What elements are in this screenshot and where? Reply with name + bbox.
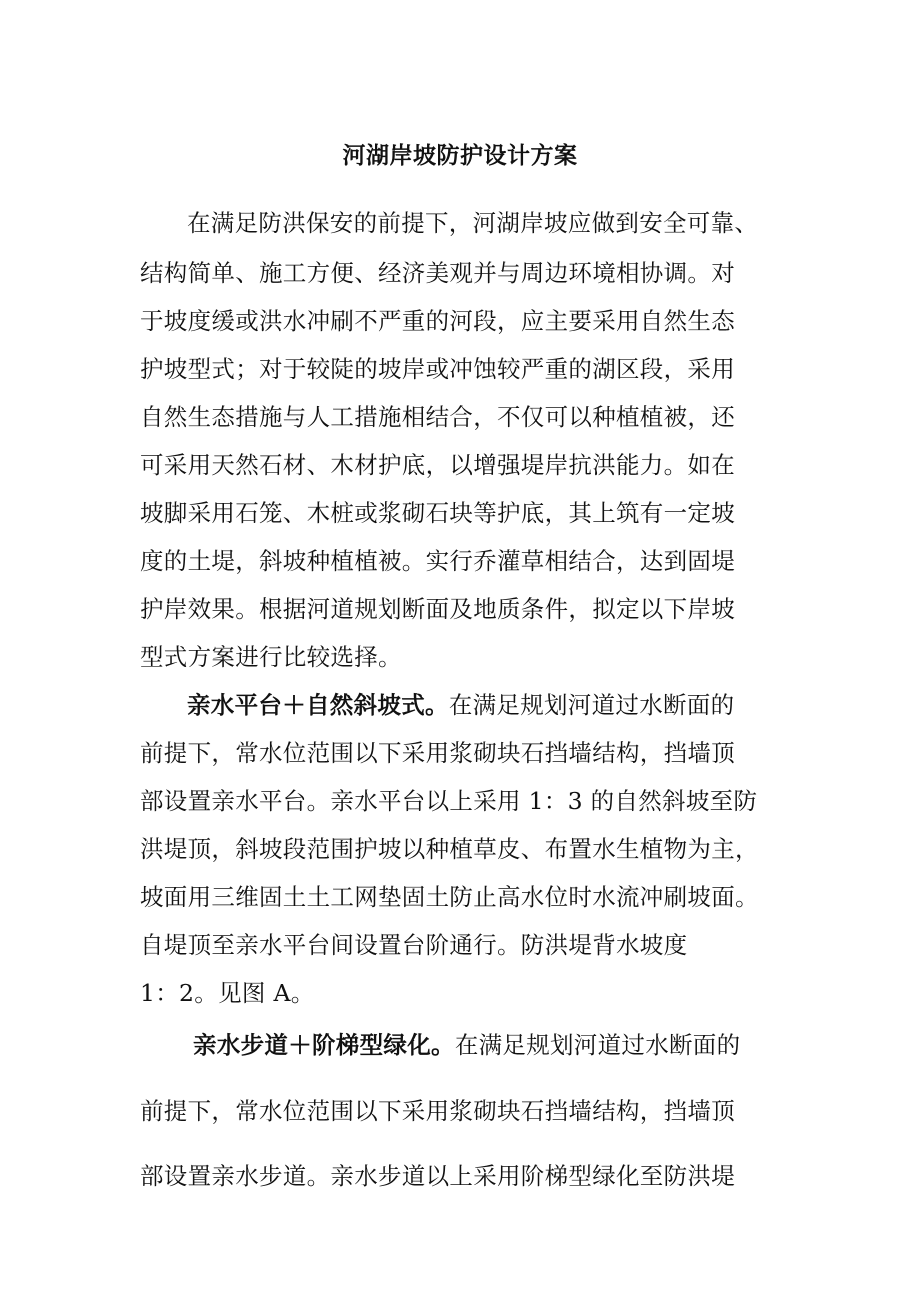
paragraph-1-line: 可采用天然石材、木材护底，以增强堤岸抗洪能力。如在 (140, 451, 735, 479)
paragraph-2-text: 在满足规划河道过水断面的 (448, 691, 735, 719)
paragraph-1-line: 护岸效果。根据河道规划断面及地质条件，拟定以下岸坡 (140, 595, 735, 623)
paragraph-2-line: 坡面用三维固土土工网垫固土防止高水位时水流冲刷坡面。 (140, 883, 759, 911)
paragraph-1-line: 型式方案进行比较选择。 (140, 643, 402, 671)
paragraph-2-line: 洪堤顶，斜坡段范围护坡以种植草皮、布置水生植物为主， (140, 835, 759, 863)
paragraph-2-line: 部设置亲水平台。亲水平台以上采用 1：3 的自然斜坡至防 (140, 787, 758, 815)
section-heading-walkway: 亲水步道＋阶梯型绿化。 (193, 1031, 455, 1059)
paragraph-3-text: 在满足规划河道过水断面的 (454, 1031, 741, 1059)
paragraph-3-line: 部设置亲水步道。亲水步道以上采用阶梯型绿化至防洪堤 (140, 1162, 735, 1190)
paragraph-1-line: 护坡型式；对于较陡的坡岸或冲蚀较严重的湖区段，采用 (140, 355, 735, 383)
paragraph-1-line: 坡脚采用石笼、木桩或浆砌石块等护底，其上筑有一定坡 (140, 499, 735, 527)
paragraph-2-line: 1：2。见图 A。 (140, 979, 315, 1007)
paragraph-1-line: 结构简单、施工方便、经济美观并与周边环境相协调。对 (140, 259, 735, 287)
paragraph-3-first-line (193, 1027, 740, 1063)
paragraph-1-line: 于坡度缓或洪水冲刷不严重的河段，应主要采用自然生态 (140, 307, 735, 335)
paragraph-1-line: 在满足防洪保安的前提下，河湖岸坡应做到安全可靠、 (187, 209, 759, 237)
paragraph-3-line: 前提下，常水位范围以下采用浆砌块石挡墙结构，挡墙顶 (140, 1097, 735, 1125)
paragraph-1-line: 度的土堤，斜坡种植植被。实行乔灌草相结合，达到固堤 (140, 547, 735, 575)
section-heading-platform: 亲水平台＋自然斜坡式。 (187, 691, 449, 719)
paragraph-2-first-line (187, 687, 734, 723)
document-title: 河湖岸坡防护设计方案 (342, 143, 578, 169)
paragraph-2-line: 前提下，常水位范围以下采用浆砌块石挡墙结构，挡墙顶 (140, 739, 735, 767)
paragraph-2-line: 自堤顶至亲水平台间设置台阶通行。防洪堤背水坡度 (140, 931, 688, 959)
paragraph-1-line: 自然生态措施与人工措施相结合，不仅可以种植植被，还 (140, 403, 735, 431)
